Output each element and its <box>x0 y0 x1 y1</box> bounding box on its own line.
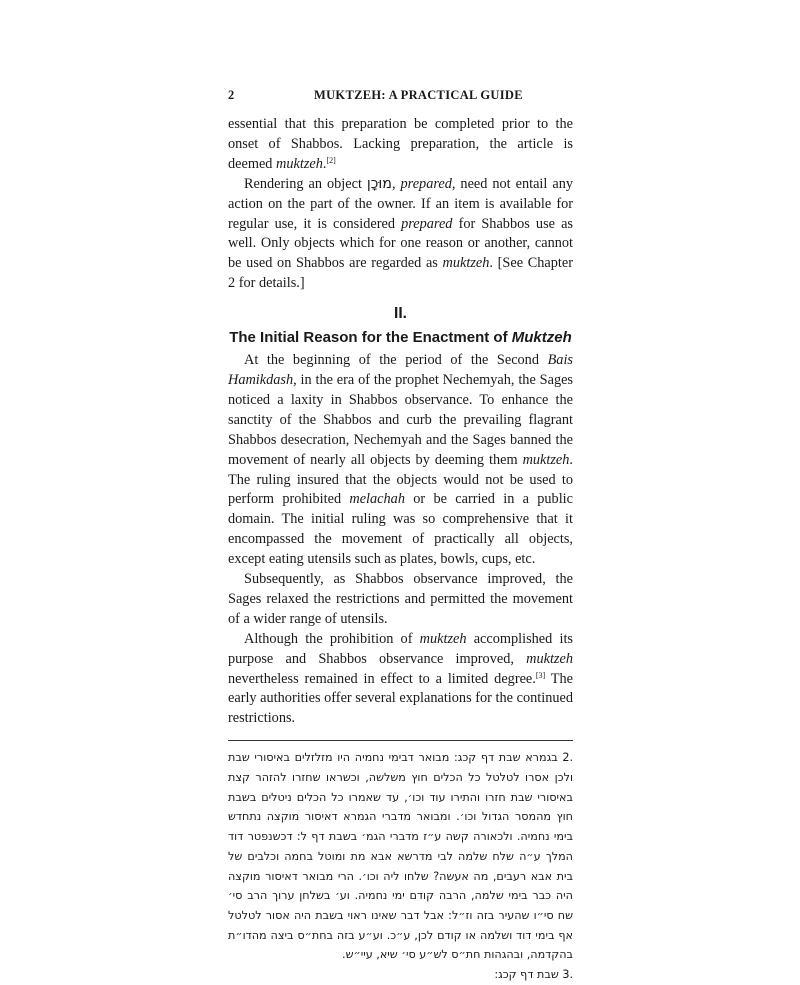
book-page <box>228 84 573 985</box>
paragraph-4: Subsequently, as Shabbos observance improved, the Sages relaxed the restrictions and permitted the movement of a wider range of utensils. <box>228 571 573 627</box>
body-text <box>228 115 573 729</box>
footnote-2: .2 בגמרא שבת דף קכג: מבואר דבימי נחמיה היו מזלזלים באיסורי שבת ולכן אסרו לטלטל כל הכלים חוץ משלשה, וכשראו שחזרו להזהר קצת באיסורי שבת חזרו והתירו עוד וכו׳, עד שאמרו כל הכלים ניטלים בשבת חוץ מהמסר הגדול וכו׳. ומבואר מדברי הגמרא דאיסור מוקצה נתחדש בימי נחמיה. ולכאורה קשה ע״ז מדברי הגמ׳ בשבת דף ל: דכשנפטר דוד המלך ע״ה שלח שלמה לבי מדרשא אבא מת ומוטל בחמה וכלבים של בית אבא רעבים, מה אעשה? שלחו ליה וכו׳. הרי מבואר דאיסור מוקצה היה כבר בימי שלמה, הרבה קודם ימי נחמיה. וע׳ בשלחן ערוך הרב סי׳ שח סי״ו שהעיר בזה וז״ל: אבל דבר שאינו ראוי בשבת היה אסור לטלטל אף בימי דוד ושלמה או קודם לכן, ע״כ. וע״ע בזה בחת״ס ביצה מהדו״ת בהקדמה, ובהגהות חת״ס לש״ע סי׳ שיא, עיי״ש. <box>228 751 573 962</box>
footnote-ref-2: [2] <box>326 155 336 165</box>
page-number: 2 <box>228 88 235 102</box>
section-title: The Initial Reason for the Enactment of Muktzeh <box>229 329 572 347</box>
paragraph-5: Although the prohibition of muktzeh accomplished its purpose and Shabbos observance improved, muktzeh nevertheless remained in effect to a limited degree.[3] The early authorities offer several explanations for the continued restrictions. <box>228 630 573 727</box>
section-numeral: II. <box>394 305 407 323</box>
footnote-3: .3 שבת דף קכג: <box>494 968 573 982</box>
paragraph-3: At the beginning of the period of the Second Bais Hamikdash, in the era of the prophet Nechemyah, the Sages noticed a laxity in Shabbos observance. To enhance the sanctity of the Shabbos and curb the prevailing flagrant Shabbos desecration, Nechemyah and the Sages banned the movement of nearly all objects by deeming them muktzeh. The ruling insured that the objects would not be used to perform prohibited melachah or be carried in a public domain. The initial ruling was so comprehensive that it encompassed the movement of practically all objects, except eating utensils such as plates, bowls, cups, etc. <box>228 352 573 568</box>
hebrew-term: מוּכָן <box>366 175 392 192</box>
footnotes <box>228 748 573 984</box>
running-head <box>228 84 573 108</box>
paragraph-2: Rendering an object מוּכָן, prepared, need not entail any action on the part of the owner. If an item is available for regular use, it is considered prepared for Shabbos use as well. Only objects which for one reason or another, cannot be used on Shabbos are regarded as muktzeh. [See Chapter 2 for details.] <box>228 175 573 292</box>
footnote-ref-3: [3] <box>535 670 546 680</box>
paragraph-1: essential that this preparation be completed prior to the onset of Shabbos. Lacking preparation, the article is deemed muktzeh.[2] <box>228 116 573 172</box>
running-title: MUKTZEH: A PRACTICAL GUIDE <box>314 88 523 102</box>
footnote-divider <box>228 740 573 741</box>
